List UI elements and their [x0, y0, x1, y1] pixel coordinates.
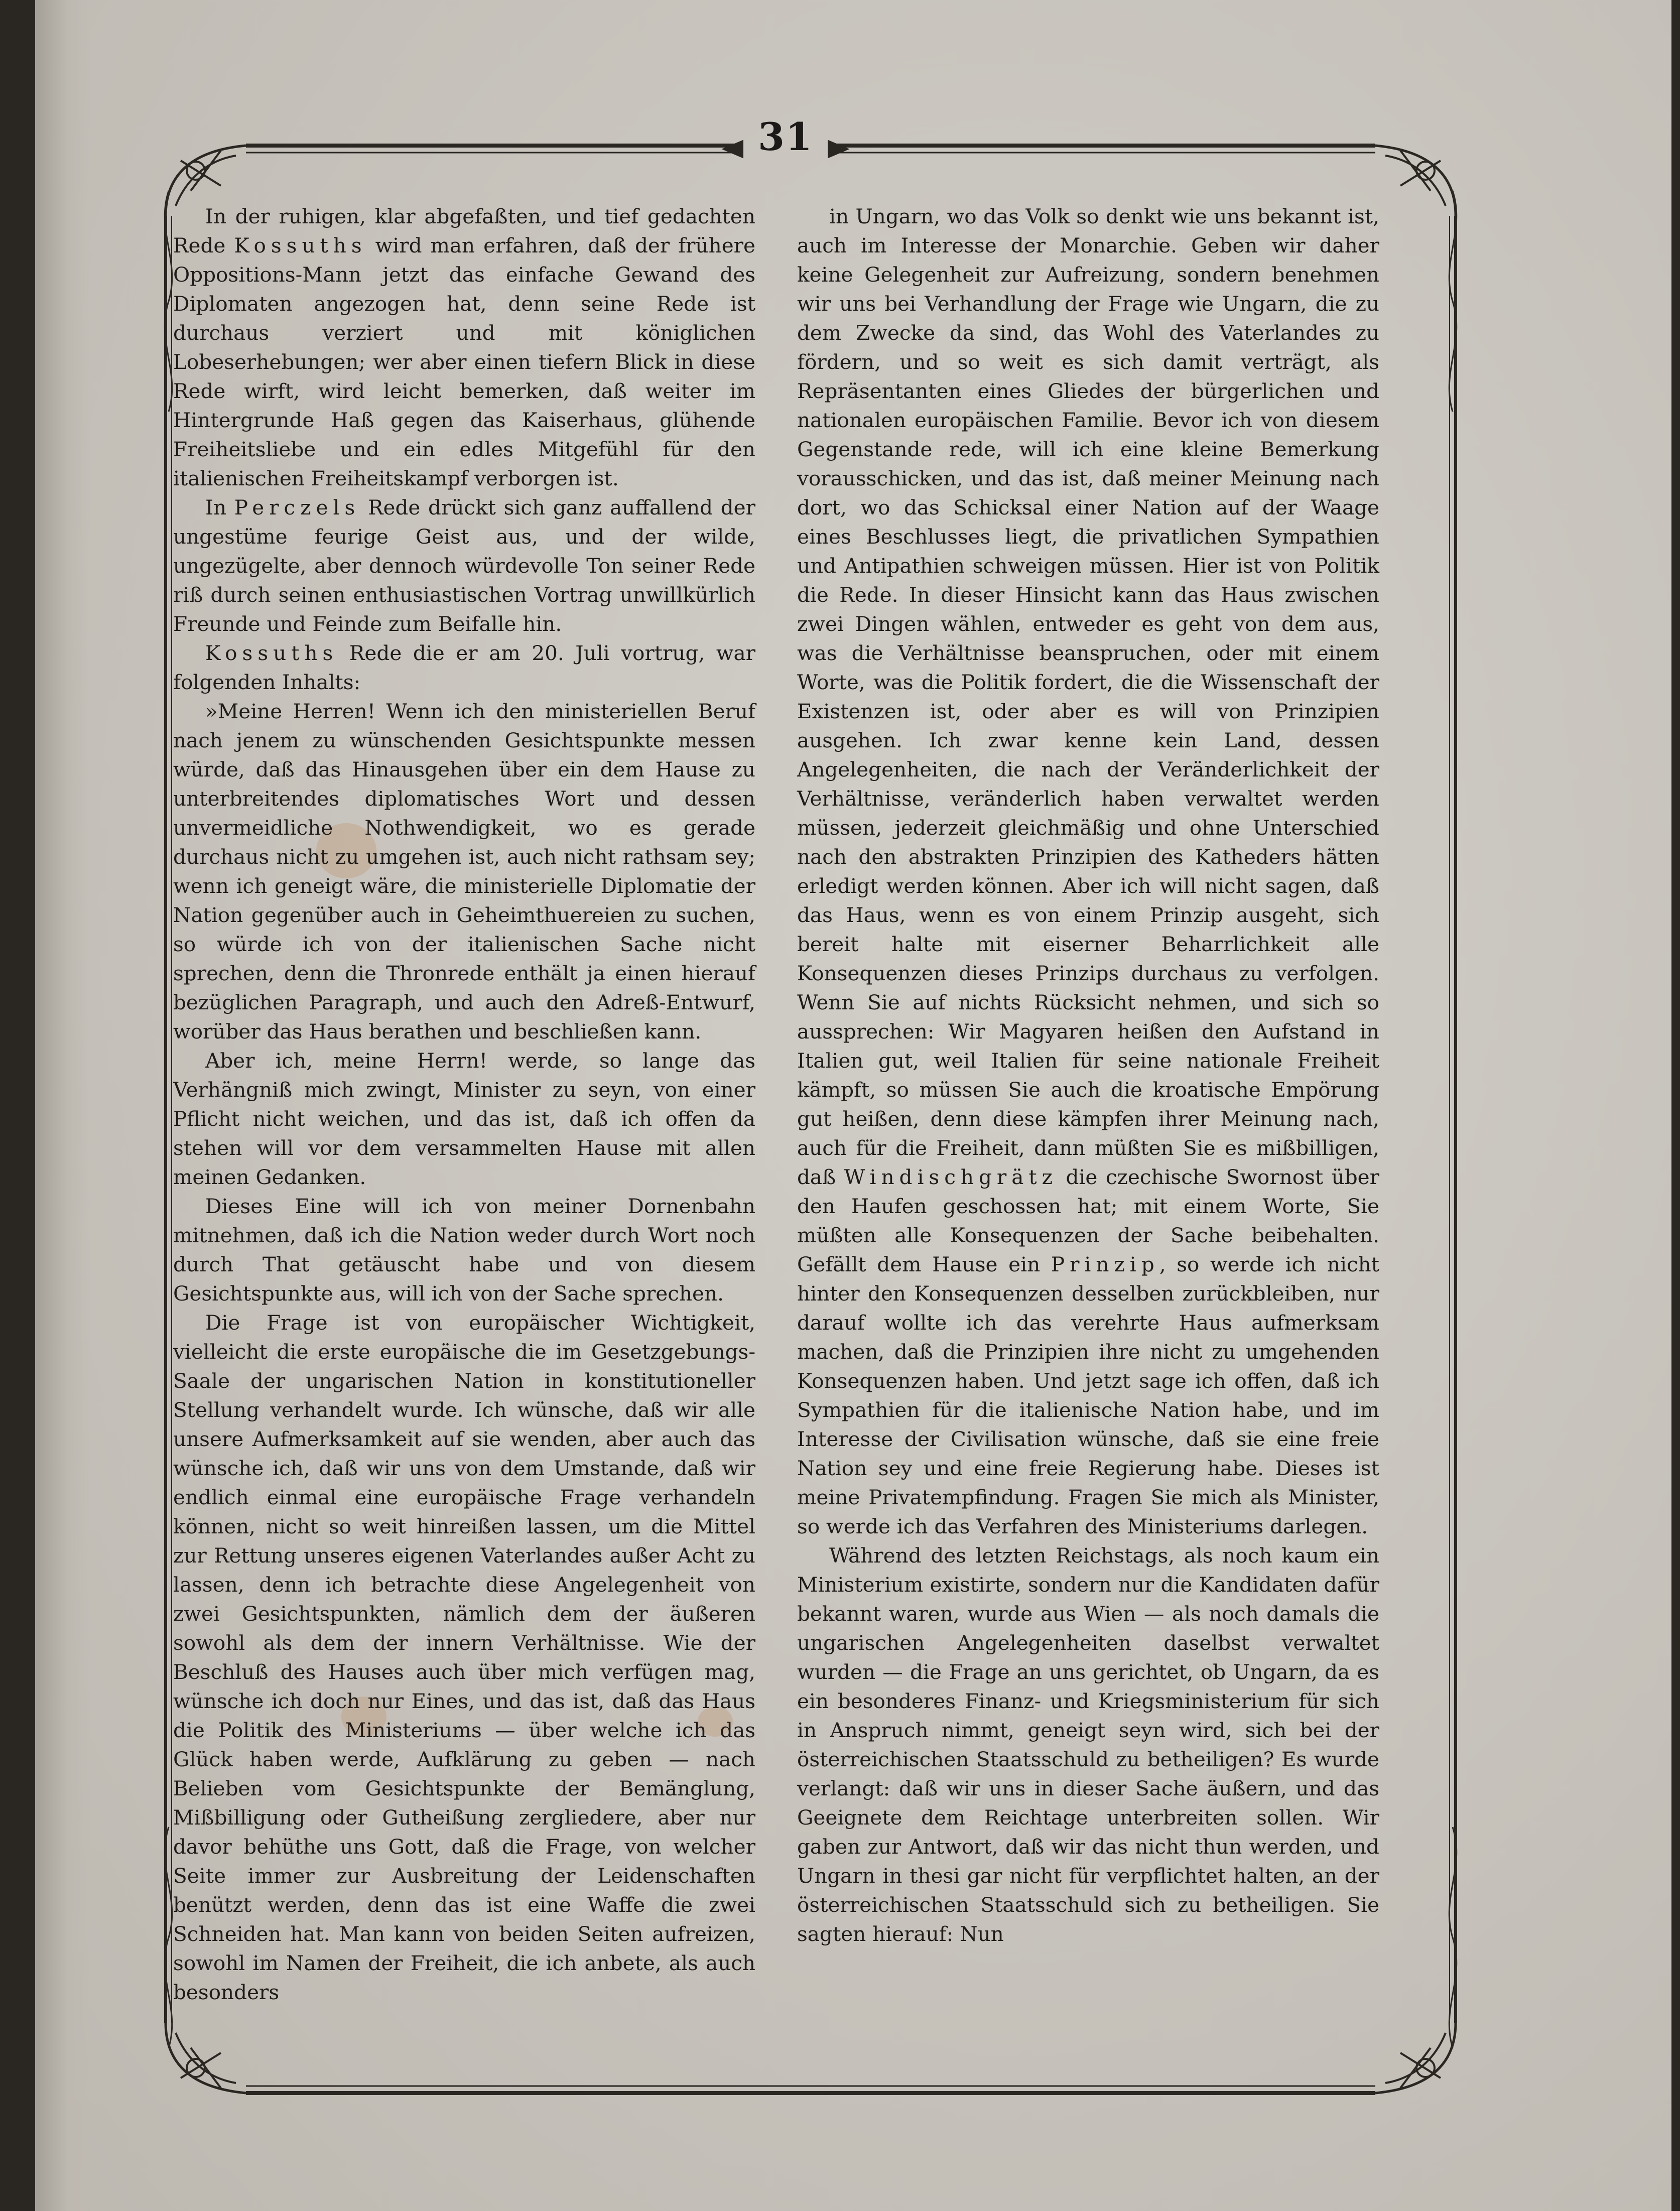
paragraph — [173, 1308, 755, 2007]
text-run: Während des letzten Reichstags, als noch kaum ein Ministerium existirte, sondern nur die Kandidaten dafür bekannt waren, wurde aus Wien — als noch damals die ungarischen Angelegenheiten daselbst verwaltet wurden — die Frage an uns gerichtet, ob Ungarn, da es ein besonderes Finanz- und Kriegsministerium für sich in Anspruch nimmt, geneigt seyn wird, sich bei der österreichischen Staatsschuld zu betheiligen? Es wurde verlangt: daß wir uns in dieser Sache äußern, und das Geeignete dem Reichtage unterbreiten sollen. Wir gaben zur Antwort, daß wir das nicht thun werden, und Ungarn in thesi gar nicht für verpflichtet halten, an der österreichischen Staatsschuld sich zu betheiligen. Sie sagten hierauf: Nun — [797, 1543, 1379, 1946]
spaced-name: Prinzip — [1051, 1252, 1159, 1276]
text-run: »Meine Herren! Wenn ich den ministeriellen Beruf nach jenem zu wünschenden Gesichtspunkte messen würde, daß das Hinausgehen über ein dem Hause zu unterbreitendes diplomatisches Wort und dessen unvermeidliche Nothwendigkeit, wo es gerade durchaus nicht zu umgehen ist, auch nicht rathsam sey; wenn ich geneigt wäre, die ministerielle Diplomatie der Nation gegenüber auch in Geheimthuereien zu suchen, so würde ich von der italienischen Sache nicht sprechen, denn die Thronrede enthält ja einen hierauf bezüglichen Paragraph, und auch den Adreß-Entwurf, worüber das Haus berathen und beschließen kann. — [173, 699, 755, 1044]
text-run: wird man erfahren, daß der frühere Oppositions-Mann jetzt das einfache Gewand des Diplomaten angezogen hat, denn seine Rede ist durchaus verziert und mit königlichen Lobeserhebungen; wer aber einen tiefern Blick in diese Rede wirft, wird leicht bemerken, daß weiter im Hintergrunde Haß gegen das Kaiserhaus, glühende Freiheitsliebe und ein edles Mitgefühl für den italienischen Freiheitskampf verborgen ist. — [173, 233, 756, 490]
text-run: In der ruhigen, klar abgefaßten, und tief gedachten Rede — [173, 204, 755, 257]
paragraph — [173, 202, 755, 493]
paragraph — [173, 1192, 755, 1308]
text-run: Aber ich, meine Herrn! werde, so lange das Verhängniß mich zwingt, Minister zu seyn, von einer Pflicht nicht weichen, und das ist, daß ich offen da stehen will vor dem versammelten Hause mit allen meinen Gedanken. — [173, 1049, 755, 1189]
text-run: in Ungarn, wo das Volk so denkt wie uns bekannt ist, auch im Interesse der Monarchie. Geben wir daher keine Gelegenheit zur Aufreizung, sondern benehmen wir uns bei Verhandlung der Frage wie Ungarn, die zu dem Zwecke da sind, das Wohl des Vaterlandes zu fördern, und so weit es sich damit verträgt, als Repräsentanten eines Gliedes der bürgerlichen und nationalen europäischen Familie. Bevor ich von diesem Gegenstande rede, will ich eine kleine Bemerkung vorausschicken, und das ist, daß meiner Meinung nach dort, wo das Schicksal einer Nation auf der Waage eines Beschlusses liegt, die privatlichen Sympathien und Antipathien schweigen müssen. Hier ist von Politik die Rede. In dieser Hinsicht kann das Haus zwischen zwei Dingen wählen, entweder es geht von dem aus, was die Verhältnisse beanspruchen, oder mit einem Worte, was die Politik fordert, die die Wissenschaft der Existenzen ist, oder aber es will von Prinzipien ausgehen. Ich zwar kenne kein Land, dessen Angelegenheiten, die nach der Veränderlichkeit der Verhältnisse, veränderlich haben verwaltet werden müssen, jederzeit gleichmäßig und ohne Unterschied nach den abstrakten Prinzipien des Katheders hätten erledigt werden können. Aber ich will nicht sagen, daß das Haus, wenn es von einem Prinzip ausgeht, sich bereit halte mit eiserner Beharrlichkeit alle Konsequenzen dieses Prinzips durchaus zu verfolgen. Wenn Sie auf nichts Rücksicht nehmen, und sich so aussprechen: Wir Magyaren heißen den Aufstand in Italien gut, weil Italien für seine nationale Freiheit kämpft, so müssen Sie auch die kroatische Empörung gut heißen, denn diese kämpfen ihrer Meinung nach, auch für die Freiheit, dann müßten Sie es mißbilligen, daß — [797, 204, 1379, 1189]
spaced-name: Kossuths — [205, 641, 338, 665]
binding-gutter — [35, 0, 90, 2211]
paragraph — [173, 493, 755, 638]
text-run: , so werde ich nicht hinter den Konsequenzen desselben zurückbleiben, nur darauf wollte ich das verehrte Haus aufmerksam machen, daß die Prinzipien ihre nicht zu umgehenden Konsequenzen haben. Und jetzt sage ich offen, daß ich Sympathien für die italienische Nation habe, und im Interesse der Civilisation wünsche, daß sie eine freie Nation sey und eine freie Regierung habe. Dieses ist meine Privatempfindung. Fragen Sie mich als Minister, so werde ich das Verfahren des Ministeriums darlegen. — [797, 1252, 1379, 1538]
text-run: Rede die er am 20. Juli vortrug, war folgenden Inhalts: — [173, 641, 755, 694]
paragraph — [173, 638, 755, 697]
page-number: 31 — [758, 114, 813, 159]
right-column — [797, 202, 1379, 1948]
left-column — [173, 202, 755, 2007]
text-run: die czechische Swornost über den Haufen geschossen hat; mit einem Worte, Sie müßten alle Konsequenzen der Sache beibehalten. Gefällt dem Hause ein — [797, 1165, 1379, 1276]
text-run: In — [205, 495, 234, 519]
text-run: Die Frage ist von europäischer Wichtigkeit, vielleicht die erste europäische die im Gesetzgebungs-Saale der ungarischen Nation in konstitutioneller Stellung verhandelt wurde. Ich wünsche, daß wir alle unsere Aufmerksamkeit auf sie wenden, aber auch das wünsche ich, daß wir uns von dem Umstande, daß wir endlich einmal eine europäische Frage verhandeln können, nicht so weit hinreißen lassen, um die Mittel zur Rettung unseres eigenen Vaterlandes außer Acht zu lassen, denn ich betrachte diese Angelegenheit von zwei Gesichtspunkten, nämlich dem der äußeren sowohl als dem der innern Verhältnisse. Wie der Beschluß des Hauses auch über mich verfügen mag, wünsche ich doch nur Eines, und das ist, daß das Haus die Politik des Ministeriums — über welche ich das Glück haben werde, Aufklärung zu geben — nach Belieben vom Gesichtspunkte der Bemänglung, Mißbilligung oder Gutheißung zergliedere, aber nur davor behüthe uns Gott, daß die Frage, von welcher Seite immer zur Ausbreitung der Leidenschaften benützt werden, denn das ist eine Waffe die zwei Schneiden hat. Man kann von beiden Seiten aufreizen, sowohl im Namen der Freiheit, die ich anbete, als auch besonders — [173, 1311, 755, 2004]
paragraph — [797, 1541, 1379, 1948]
spaced-name: Windischgrätz — [844, 1165, 1058, 1189]
paragraph — [173, 1046, 755, 1192]
text-run: Rede drückt sich ganz auffallend der ungestüme feurige Geist aus, und der wilde, ungezügelte, aber dennoch würdevolle Ton seiner Rede riß durch seinen enthusiastischen Vortrag unwillkürlich Freunde und Feinde zum Beifalle hin. — [173, 495, 755, 636]
spaced-name: Perczels — [234, 495, 360, 519]
paragraph — [173, 697, 755, 1046]
spaced-name: Kossuths — [234, 233, 367, 257]
paragraph — [797, 202, 1379, 1541]
text-run: Dieses Eine will ich von meiner Dornenbahn mitnehmen, daß ich die Nation weder durch Wort noch durch That getäuscht habe und von diesem Gesichtspunkte aus, will ich von der Sache sprechen. — [173, 1194, 755, 1306]
